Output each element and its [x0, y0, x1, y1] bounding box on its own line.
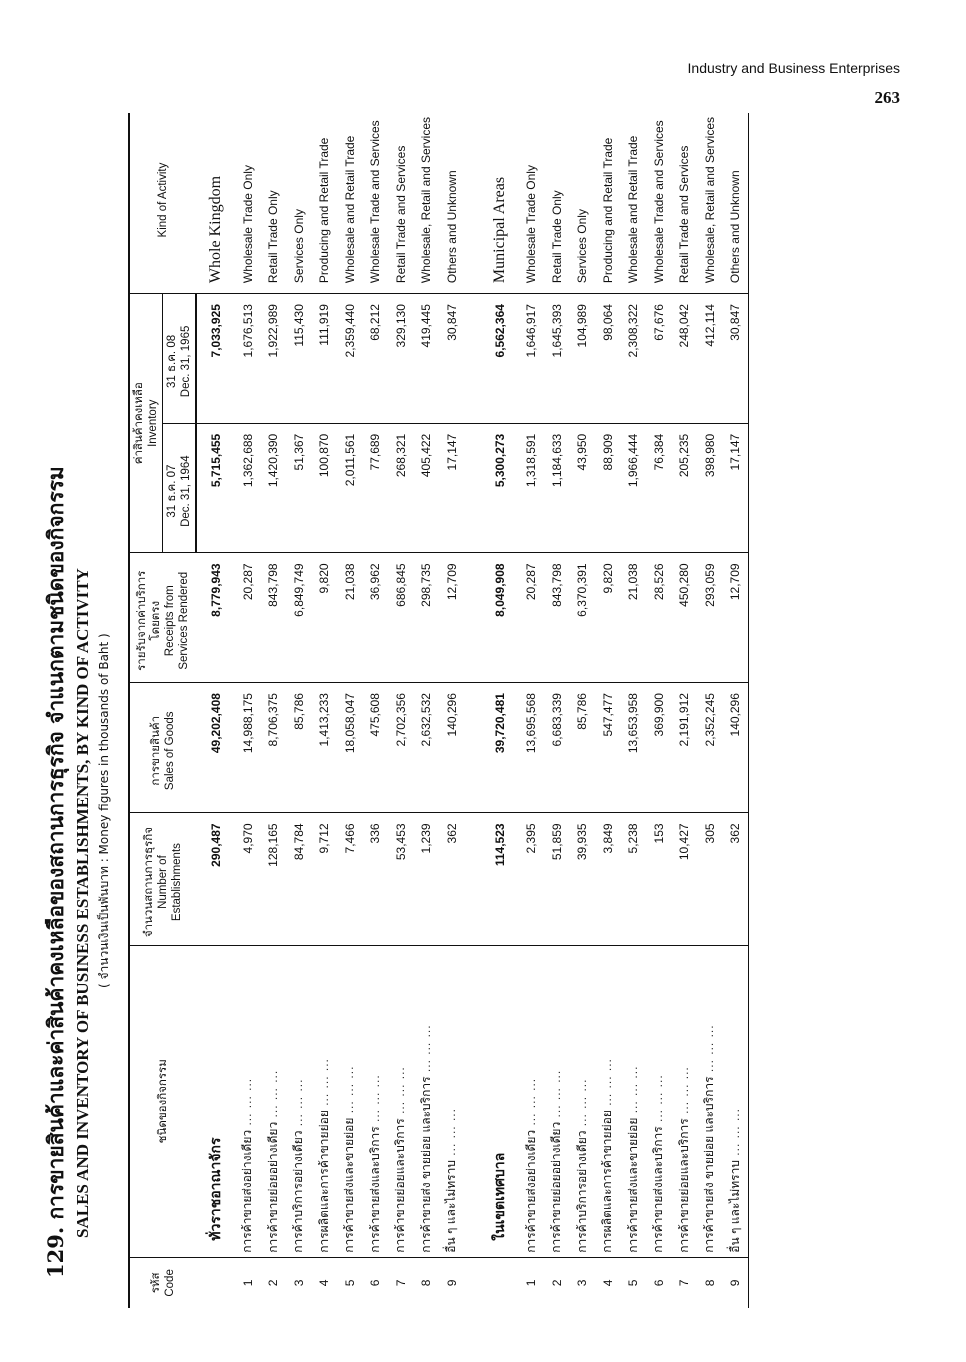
row-activity-cell	[519, 945, 545, 1257]
row-value: 2,359,440	[337, 294, 363, 424]
table-row	[363, 113, 389, 1308]
header-sales	[129, 683, 196, 813]
table-row	[570, 113, 596, 1308]
table-row	[235, 113, 261, 1308]
row-value: 1,922,989	[261, 294, 287, 424]
section-code-cell	[196, 1257, 235, 1308]
row-code: 4	[595, 1257, 621, 1308]
row-code: 6	[363, 1257, 389, 1308]
row-activity-en: Wholesale, Retail and Services	[419, 117, 434, 284]
row-value: 111,919	[312, 294, 338, 424]
header-inv-1964-th: 31 ธ.ค. 07	[166, 464, 178, 518]
row-value: 9,820	[312, 553, 338, 683]
row-activity-th: การค้าขายส่งและบริการ	[651, 1126, 666, 1253]
row-activity-cell	[363, 945, 389, 1257]
row-code: 5	[621, 1257, 647, 1308]
row-value: 12,709	[439, 553, 465, 683]
running-title: Industry and Business Enterprises	[687, 60, 900, 76]
row-value: 1,646,917	[519, 294, 545, 424]
row-activity-cell	[388, 945, 414, 1257]
row-activity-cell	[570, 945, 596, 1257]
title-english: SALES AND INVENTORY OF BUSINESS ESTABLISHMENTS, BY KIND OF ACTIVITY	[73, 568, 92, 1238]
gap-cell	[465, 683, 481, 813]
row-value: 843,798	[261, 553, 287, 683]
row-activity-th: การค้าบริการอย่างเดียว	[291, 1130, 306, 1253]
row-activity-th: การผลิตและการค้าขายย่อย	[600, 1110, 615, 1253]
row-value: 51,859	[544, 813, 570, 945]
row-activity-cell	[697, 945, 723, 1257]
row-code: 4	[312, 1257, 338, 1308]
row-value: 14,988,175	[235, 683, 261, 813]
leader-dots: ... ... ...	[240, 1077, 255, 1130]
row-activity-en: Retail Trade and Services	[393, 145, 408, 284]
leader-dots: ... ... ...	[393, 1066, 408, 1119]
row-activity-th: การค้าขายส่งและบริการ	[367, 1126, 382, 1253]
row-code: 1	[235, 1257, 261, 1308]
row-activity-cell	[286, 945, 312, 1257]
section-total-value: 5,300,273	[481, 423, 519, 553]
row-value: 85,786	[286, 683, 312, 813]
table-row	[621, 113, 647, 1308]
leader-dots: ... ... ...	[523, 1077, 538, 1130]
row-activity-th: การค้าขายย่อยอย่างเดียว	[265, 1121, 280, 1253]
row-activity-en: Wholesale, Retail and Services	[702, 117, 717, 284]
row-value: 85,786	[570, 683, 596, 813]
row-value: 3,849	[595, 813, 621, 945]
row-activity-th: อื่น ๆ และไม่ทราบ	[444, 1160, 459, 1253]
table-row	[286, 113, 312, 1308]
header-inventory	[129, 294, 163, 553]
table-row	[519, 113, 545, 1308]
row-value: 2,308,322	[621, 294, 647, 424]
row-value: 293,059	[697, 553, 723, 683]
row-value: 205,235	[672, 423, 698, 553]
row-value: 419,445	[414, 294, 440, 424]
row-value: 84,784	[286, 813, 312, 945]
row-value: 21,038	[621, 553, 647, 683]
row-value: 6,849,749	[286, 553, 312, 683]
gap-cell	[465, 553, 481, 683]
leader-dots: ... ... ...	[367, 1074, 382, 1127]
table-row	[337, 113, 363, 1308]
leader-dots: ... ... ...	[625, 1065, 640, 1118]
gap-cell	[465, 294, 481, 424]
section-total-value: 6,562,364	[481, 294, 519, 424]
row-activity-cell	[235, 945, 261, 1257]
header-inv-1964	[163, 423, 197, 553]
row-value: 88,909	[595, 423, 621, 553]
row-value: 17,147	[723, 423, 749, 553]
row-value: 2,632,532	[414, 683, 440, 813]
row-value: 10,427	[672, 813, 698, 945]
row-value: 100,870	[312, 423, 338, 553]
row-value: 104,989	[570, 294, 596, 424]
row-activity-en: Wholesale Trade Only	[524, 165, 539, 284]
row-value: 362	[439, 813, 465, 945]
row-activity-cell	[723, 945, 749, 1257]
header-receipts	[129, 553, 196, 683]
row-activity-en: Wholesale Trade and Services	[651, 120, 666, 284]
row-value: 1,362,688	[235, 423, 261, 553]
row-value: 12,709	[723, 553, 749, 683]
row-activity-th: การค้าขายย่อยและบริการ	[393, 1118, 408, 1253]
title-note: ( จำนวนเงินเป็นพันบาท : Money figures in thousands of Baht )	[97, 633, 111, 988]
table-row	[723, 113, 749, 1308]
row-value: 1,420,390	[261, 423, 287, 553]
leader-dots: ... ... ...	[727, 1108, 742, 1161]
row-code: 3	[570, 1257, 596, 1308]
row-code: 9	[439, 1257, 465, 1308]
row-activity-cell	[544, 945, 570, 1257]
leader-dots: ... ... ...	[676, 1066, 691, 1119]
header-inv-1965-en: Dec. 31, 1965	[180, 325, 192, 398]
row-value: 1,966,444	[621, 423, 647, 553]
row-value: 51,367	[286, 423, 312, 553]
row-activity-th: การค้าขายส่งและขายย่อย	[342, 1117, 357, 1253]
row-activity-th: อื่น ๆ และไม่ทราบ	[727, 1160, 742, 1253]
row-value: 128,165	[261, 813, 287, 945]
row-value: 686,845	[388, 553, 414, 683]
row-value: 268,321	[388, 423, 414, 553]
title-thai: 129. การขายสินค้าและค่าสินค้าคงเหลือของสถานการธุรกิจ จำแนกตามชนิดของกิจกรรม	[43, 466, 68, 1278]
row-value: 9,712	[312, 813, 338, 945]
row-value: 21,038	[337, 553, 363, 683]
table-row	[414, 113, 440, 1308]
row-value: 36,962	[363, 553, 389, 683]
leader-dots: ... ... ...	[291, 1078, 306, 1131]
row-value: 68,212	[363, 294, 389, 424]
table-row	[312, 113, 338, 1308]
row-value: 1,184,633	[544, 423, 570, 553]
row-value: 53,453	[388, 813, 414, 945]
leader-dots: ... ... ...	[418, 1024, 433, 1077]
gap-cell	[465, 423, 481, 553]
row-value: 298,735	[414, 553, 440, 683]
leader-dots: ... ... ...	[574, 1078, 589, 1131]
row-value: 405,422	[414, 423, 440, 553]
row-activity-th: การค้าบริการอย่างเดียว	[574, 1130, 589, 1253]
row-value: 30,847	[723, 294, 749, 424]
section-title-th: ทั่วราชอาณาจักร	[196, 945, 235, 1257]
gap-cell	[465, 945, 481, 1257]
row-value: 475,608	[363, 683, 389, 813]
row-value: 2,011,561	[337, 423, 363, 553]
header-inv-1965	[163, 294, 197, 424]
gap-cell	[465, 813, 481, 945]
row-value: 67,676	[646, 294, 672, 424]
page-number: 263	[874, 88, 900, 107]
row-code: 8	[414, 1257, 440, 1308]
section-title-en: Whole Kingdom	[206, 175, 224, 284]
row-activity-th: การค้าขายส่ง ขายย่อย และบริการ	[418, 1076, 433, 1253]
row-code: 3	[286, 1257, 312, 1308]
row-activity-en: Wholesale Trade and Services	[368, 120, 383, 284]
header-receipts-th: รายรับจากค่าบริการโดยตรง	[136, 570, 162, 671]
row-value: 547,477	[595, 683, 621, 813]
section-total-value: 5,715,455	[196, 423, 235, 553]
header-inv-1965-th: 31 ธ.ค. 08	[166, 334, 178, 388]
row-activity-th: การค้าขายส่งอย่างเดียว	[523, 1129, 538, 1253]
header-establishments-en: Number of Establishments	[157, 843, 183, 922]
rotated-table-page	[40, 118, 900, 1318]
row-value: 1,645,393	[544, 294, 570, 424]
section-total-value: 114,523	[481, 813, 519, 945]
header-sales-th: การขายสินค้า	[150, 715, 162, 786]
row-activity-cell	[261, 945, 287, 1257]
header-establishments-th: จำนวนสถานการธุรกิจ	[143, 827, 155, 938]
row-code: 7	[388, 1257, 414, 1308]
row-activity-th: การค้าขายส่งและขายย่อย	[625, 1117, 640, 1253]
row-activity-th: การค้าขายย่อยอย่างเดียว	[549, 1121, 564, 1253]
row-value: 6,683,339	[544, 683, 570, 813]
row-value: 398,980	[697, 423, 723, 553]
header-activity	[129, 945, 196, 1257]
header-code	[129, 1257, 196, 1308]
row-code: 9	[723, 1257, 749, 1308]
row-activity-en: Services Only	[575, 209, 590, 284]
row-activity-en: Wholesale and Retail Trade	[626, 135, 641, 284]
row-value: 20,287	[235, 553, 261, 683]
sales-inventory-table	[128, 113, 749, 1308]
row-activity-en: Retail Trade Only	[266, 190, 281, 284]
row-value: 1,676,513	[235, 294, 261, 424]
row-activity-th: การค้าขายย่อยและบริการ	[676, 1118, 691, 1253]
row-value: 1,239	[414, 813, 440, 945]
row-value: 362	[723, 813, 749, 945]
header-kind-en: Kind of Activity	[157, 162, 169, 238]
row-value: 248,042	[672, 294, 698, 424]
row-activity-en: Others and Unknown	[723, 113, 749, 294]
gap-cell	[465, 113, 481, 294]
section-code-cell	[481, 1257, 519, 1308]
row-value: 98,064	[595, 294, 621, 424]
row-value: 76,384	[646, 423, 672, 553]
row-activity-cell	[672, 945, 698, 1257]
row-value: 140,296	[723, 683, 749, 813]
row-value: 5,238	[621, 813, 647, 945]
header-establishments	[129, 813, 196, 945]
row-activity-th: การค้าขายส่งอย่างเดียว	[240, 1129, 255, 1253]
row-value: 450,280	[672, 553, 698, 683]
table-row	[697, 113, 723, 1308]
row-value: 13,695,568	[519, 683, 545, 813]
section-total-value: 290,487	[196, 813, 235, 945]
table-body	[196, 113, 749, 1308]
table-row	[646, 113, 672, 1308]
row-value: 2,702,356	[388, 683, 414, 813]
header-activity-th: ชนิดของกิจกรรม	[157, 1059, 169, 1144]
row-value: 1,318,591	[519, 423, 545, 553]
row-value: 8,706,375	[261, 683, 287, 813]
header-receipts-en: Receipts from Services Rendered	[164, 571, 190, 670]
leader-dots: ... ... ...	[342, 1065, 357, 1118]
row-activity-en: Producing and Retail Trade	[600, 137, 615, 284]
row-activity-en: Wholesale Trade Only	[240, 165, 255, 284]
header-kind	[129, 113, 196, 294]
row-value: 115,430	[286, 294, 312, 424]
row-activity-en: Wholesale and Retail Trade	[342, 135, 357, 284]
row-value: 329,130	[388, 294, 414, 424]
row-value: 1,413,233	[312, 683, 338, 813]
row-value: 4,970	[235, 813, 261, 945]
row-value: 843,798	[544, 553, 570, 683]
row-activity-cell	[595, 945, 621, 1257]
section-title-en: Municipal Areas	[490, 176, 508, 284]
row-value: 2,395	[519, 813, 545, 945]
header-inventory-en: Inventory	[147, 399, 159, 447]
row-code: 5	[337, 1257, 363, 1308]
section-total-value: 7,033,925	[196, 294, 235, 424]
leader-dots: ... ... ...	[651, 1074, 666, 1127]
header-code-en: Code	[164, 1269, 176, 1297]
row-value: 9,820	[595, 553, 621, 683]
row-value: 2,191,912	[672, 683, 698, 813]
section-total-value: 39,720,481	[481, 683, 519, 813]
row-activity-en: Retail Trade Only	[549, 190, 564, 284]
table-title	[40, 98, 114, 1278]
row-code: 1	[519, 1257, 545, 1308]
row-value: 305	[697, 813, 723, 945]
table-row	[388, 113, 414, 1308]
row-value: 28,526	[646, 553, 672, 683]
row-value: 6,370,391	[570, 553, 596, 683]
section-total-value: 49,202,408	[196, 683, 235, 813]
table-row	[261, 113, 287, 1308]
section-total-value: 8,049,908	[481, 553, 519, 683]
row-activity-th: การค้าขายส่ง ขายย่อย และบริการ	[702, 1076, 717, 1253]
row-value: 20,287	[519, 553, 545, 683]
section-total-row	[481, 113, 519, 1308]
leader-dots: ... ... ...	[265, 1069, 280, 1122]
row-activity-en: Services Only	[291, 209, 306, 284]
leader-dots: ... ... ...	[702, 1024, 717, 1077]
gap-cell	[465, 1257, 481, 1308]
row-value: 2,352,245	[697, 683, 723, 813]
leader-dots: ... ... ...	[316, 1058, 331, 1111]
row-activity-cell	[337, 945, 363, 1257]
row-value: 18,058,047	[337, 683, 363, 813]
section-gap	[465, 113, 481, 1308]
header-inventory-th: ค่าสินค้าคงเหลือ	[133, 382, 145, 465]
row-value: 39,935	[570, 813, 596, 945]
leader-dots: ... ... ...	[600, 1058, 615, 1111]
row-value: 17,147	[439, 423, 465, 553]
row-activity-th: การผลิตและการค้าขายย่อย	[316, 1110, 331, 1253]
row-value: 369,900	[646, 683, 672, 813]
row-activity-cell	[312, 945, 338, 1257]
header-sales-en: Sales of Goods	[164, 711, 176, 791]
row-code: 6	[646, 1257, 672, 1308]
row-value: 336	[363, 813, 389, 945]
row-activity-en: Retail Trade and Services	[677, 145, 692, 284]
section-total-row	[196, 113, 235, 1308]
row-value: 43,950	[570, 423, 596, 553]
row-value: 30,847	[439, 294, 465, 424]
table-row	[544, 113, 570, 1308]
leader-dots: ... ... ...	[549, 1069, 564, 1122]
section-total-value: 8,779,943	[196, 553, 235, 683]
row-value: 13,653,958	[621, 683, 647, 813]
row-activity-cell	[621, 945, 647, 1257]
row-activity-cell	[414, 945, 440, 1257]
row-activity-en: Others and Unknown	[444, 170, 459, 284]
row-activity-cell	[646, 945, 672, 1257]
table-row	[595, 113, 621, 1308]
row-code: 2	[261, 1257, 287, 1308]
row-value: 7,466	[337, 813, 363, 945]
row-activity-en: Producing and Retail Trade	[317, 137, 332, 284]
row-code: 2	[544, 1257, 570, 1308]
table-row	[672, 113, 698, 1308]
row-value: 140,296	[439, 683, 465, 813]
row-value: 153	[646, 813, 672, 945]
header-inv-1964-en: Dec. 31, 1964	[180, 455, 192, 527]
row-activity-cell	[439, 945, 465, 1257]
row-code: 8	[697, 1257, 723, 1308]
table-row	[439, 113, 465, 1308]
row-value: 412,114	[697, 294, 723, 424]
row-code: 7	[672, 1257, 698, 1308]
header-code-th: รหัส	[150, 1272, 162, 1294]
row-value: 77,689	[363, 423, 389, 553]
leader-dots: ... ... ...	[444, 1108, 459, 1161]
section-title-th: ในเขตเทศบาล	[481, 945, 519, 1257]
